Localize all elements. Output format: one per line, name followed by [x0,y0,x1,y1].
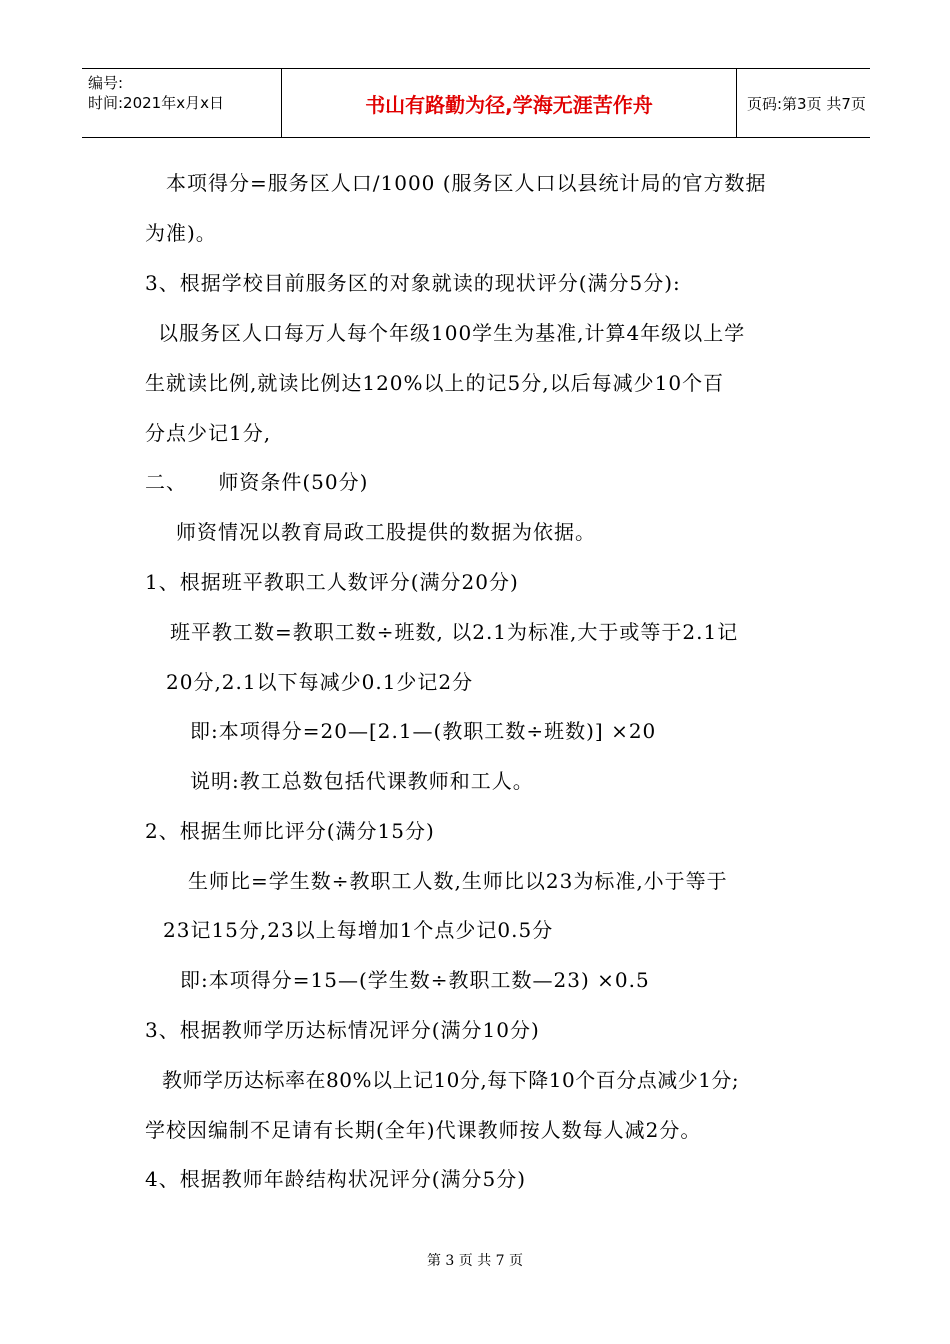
time-label: 时间:2021年x月x日 [88,94,224,112]
page-header [82,68,870,138]
body-line: 生就读比例,就读比例达120%以上的记5分,以后每减少10个百 [145,371,725,395]
header-motto: 书山有路勤为径,学海无涯苦作舟 [282,69,737,137]
section-heading: 二、 师资条件(50分) [145,470,369,494]
header-page-number: 页码:第3页 共7页 [747,94,866,113]
page-footer: 第 3 页 共 7 页 [426,1253,524,1269]
body-line: 师资情况以教育局政工股提供的数据为依据。 [176,520,596,544]
body-line: 3、根据学校目前服务区的对象就读的现状评分(满分5分): [145,271,681,295]
body-line: 4、根据教师年龄结构状况评分(满分5分) [145,1167,527,1191]
formula-line: 即:本项得分=20—[2.1—(教职工数÷班数)] ×20 [190,719,657,743]
body-line: 本项得分=服务区人口/1000 (服务区人口以县统计局的官方数据 [166,171,767,195]
body-line: 为准)。 [145,221,217,245]
header-left-cell [82,69,282,137]
body-line: 3、根据教师学历达标情况评分(满分10分) [145,1018,540,1042]
formula-line: 即:本项得分=15—(学生数÷教职工数—23) ×0.5 [180,968,650,992]
body-line: 学校因编制不足请有长期(全年)代课教师按人数每人减2分。 [145,1118,702,1142]
body-line: 分点少记1分, [145,421,272,445]
body-line: 班平教工数=教职工数÷班数, 以2.1为标准,大于或等于2.1记 [170,620,739,644]
body-line: 23记15分,23以上每增加1个点少记0.5分 [163,918,554,942]
body-line: 2、根据生师比评分(满分15分) [145,819,435,843]
body-line: 1、根据班平教职工人数评分(满分20分) [145,570,519,594]
body-line: 教师学历达标率在80%以上记10分,每下降10个百分点减少1分; [162,1068,740,1092]
body-line: 生师比=学生数÷教职工人数,生师比以23为标准,小于等于 [188,869,728,893]
body-line: 说明:教工总数包括代课教师和工人。 [190,769,534,793]
body-line: 20分,2.1以下每减少0.1少记2分 [166,670,474,694]
body-line: 以服务区人口每万人每个年级100学生为基准,计算4年级以上学 [158,321,746,345]
number-label: 编号: [88,74,124,92]
